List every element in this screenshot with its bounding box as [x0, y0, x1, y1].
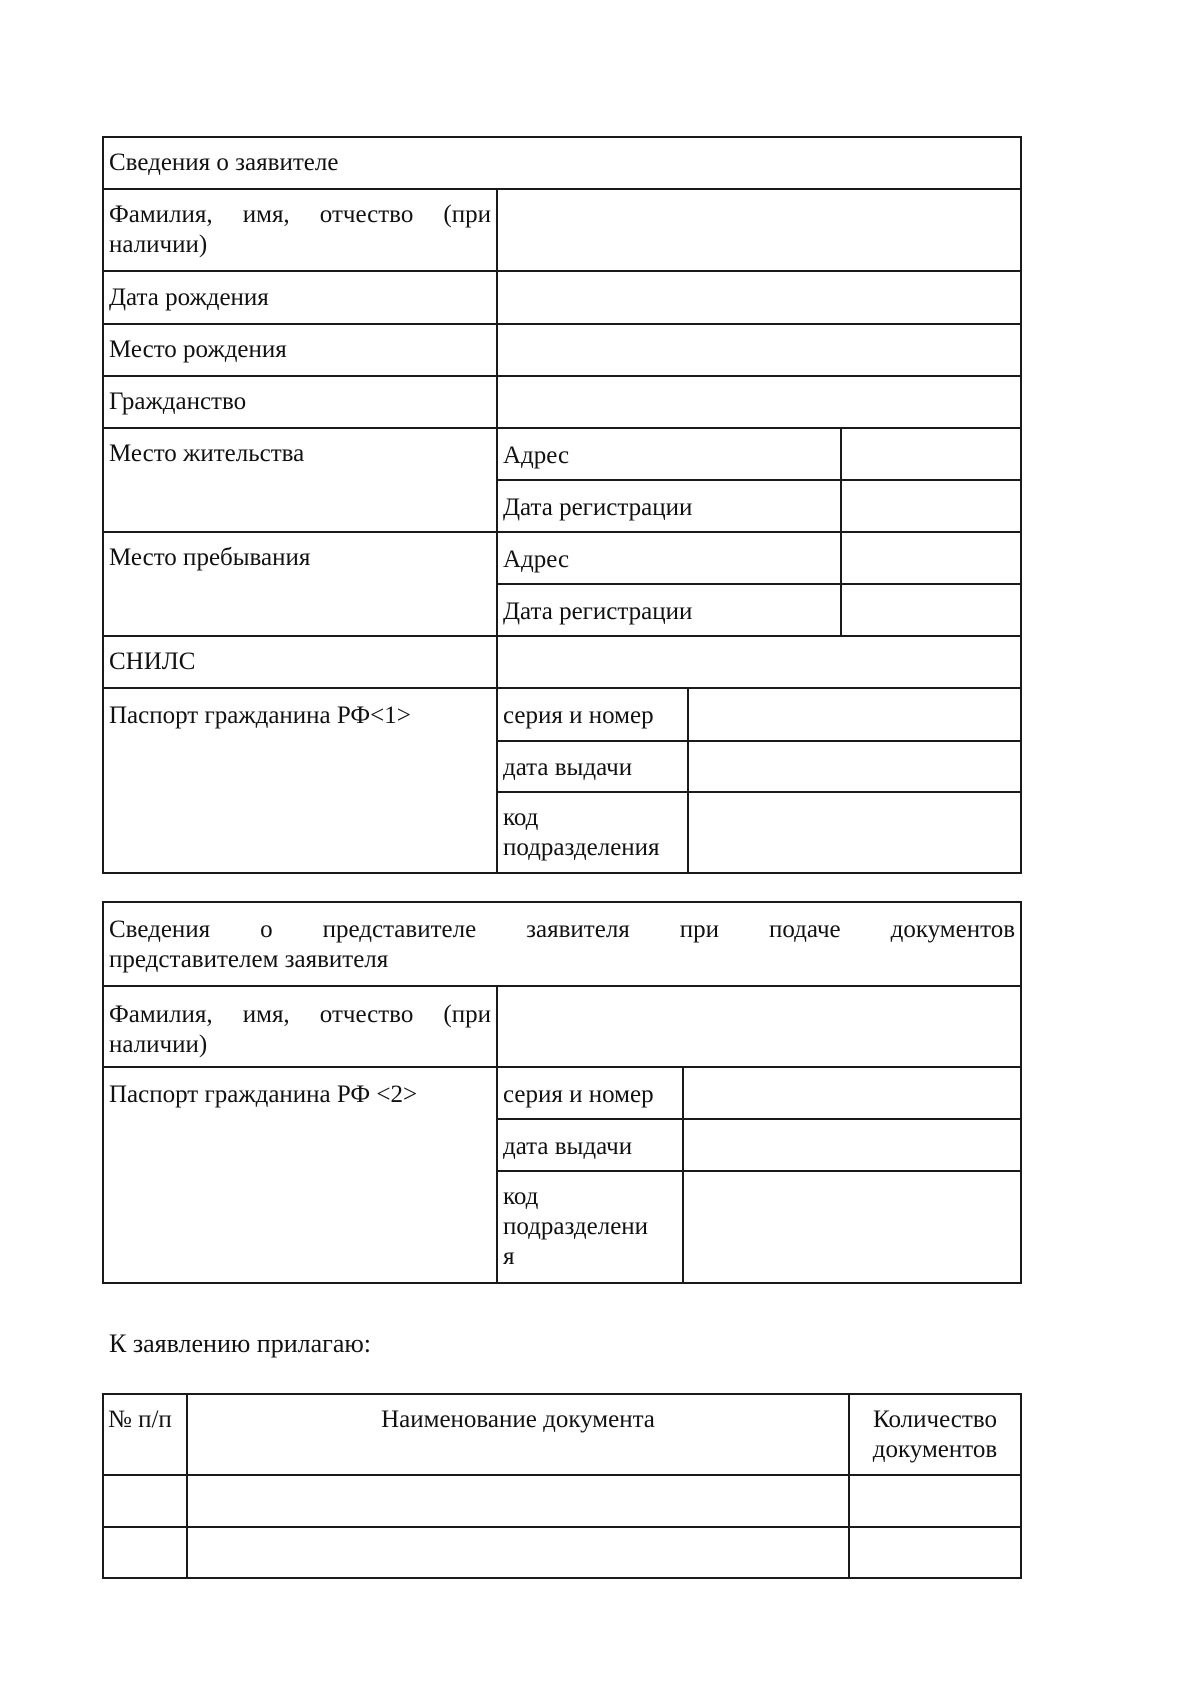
birth-place-label: Место рождения	[109, 336, 287, 363]
rule	[102, 1577, 1022, 1579]
citizenship-input[interactable]	[498, 377, 1020, 427]
residence-reg-date-label: Дата регистрации	[503, 494, 693, 521]
representative-fio-label-cont: наличии)	[109, 1031, 208, 1058]
document-row-2-name[interactable]	[188, 1528, 848, 1577]
rep-passport-label: Паспорт гражданина РФ <2>	[109, 1081, 418, 1108]
rep-passport-series-input[interactable]	[684, 1068, 1020, 1118]
snils-input[interactable]	[498, 637, 1020, 687]
representative-fio-input[interactable]	[498, 987, 1020, 1066]
passport-code-label-cont: подразделения	[503, 834, 660, 861]
attachments-heading: К заявлению прилагаю:	[109, 1329, 372, 1358]
rule	[102, 136, 1022, 138]
applicant-fio-label: Фамилия, имя, отчество (при	[109, 201, 491, 228]
birth-date-label: Дата рождения	[109, 284, 269, 311]
documents-col-number: № п/п	[108, 1406, 172, 1433]
passport-series-label: серия и номер	[503, 702, 654, 729]
rule	[102, 901, 104, 1284]
stay-address-input[interactable]	[842, 533, 1020, 583]
rep-passport-series-label: серия и номер	[503, 1081, 654, 1108]
passport-code-input[interactable]	[689, 793, 1020, 872]
rule	[1020, 901, 1022, 1284]
applicant-fio-label-cont: наличии)	[109, 231, 208, 258]
document-row-1-number[interactable]	[104, 1476, 186, 1526]
passport-code-label: код	[503, 804, 539, 831]
rep-passport-code-label-cont2: я	[503, 1243, 515, 1270]
document-row-1-qty[interactable]	[850, 1476, 1020, 1526]
representative-section-title-cont: представителем заявителя	[109, 946, 389, 973]
document-row-1-name[interactable]	[188, 1476, 848, 1526]
rule	[1020, 136, 1022, 874]
rep-passport-code-label-cont: подразделени	[503, 1213, 649, 1240]
stay-label: Место пребывания	[109, 544, 311, 571]
representative-fio-label: Фамилия, имя, отчество (при	[109, 1001, 491, 1028]
rep-passport-issue-date-input[interactable]	[684, 1120, 1020, 1170]
applicant-fio-input[interactable]	[498, 190, 1020, 270]
residence-address-input[interactable]	[842, 429, 1020, 479]
citizenship-label: Гражданство	[109, 388, 247, 415]
representative-section-title: Сведения о представителе заявителя при подаче документов	[109, 916, 1015, 943]
rule	[102, 901, 1022, 903]
residence-label: Место жительства	[109, 440, 305, 467]
rep-passport-code-label: код	[503, 1183, 539, 1210]
rep-passport-code-input[interactable]	[684, 1172, 1020, 1282]
documents-col-name: Наименование документа	[381, 1406, 655, 1433]
documents-col-qty-cont: документов	[872, 1436, 998, 1463]
birth-date-input[interactable]	[498, 272, 1020, 323]
birth-place-input[interactable]	[498, 325, 1020, 375]
rule	[102, 1282, 1022, 1284]
rule	[102, 872, 1022, 874]
rep-passport-issue-date-label: дата выдачи	[503, 1133, 633, 1160]
applicant-section-title: Сведения о заявителе	[109, 149, 339, 176]
documents-col-qty: Количество	[873, 1406, 997, 1433]
document-row-2-number[interactable]	[104, 1528, 186, 1577]
snils-label: СНИЛС	[109, 648, 196, 675]
document-row-2-qty[interactable]	[850, 1528, 1020, 1577]
residence-address-label: Адрес	[503, 442, 570, 469]
passport-label: Паспорт гражданина РФ<1>	[109, 702, 411, 729]
passport-issue-date-input[interactable]	[689, 742, 1020, 791]
stay-reg-date-input[interactable]	[842, 585, 1020, 635]
passport-issue-date-label: дата выдачи	[503, 754, 633, 781]
rule	[1020, 1393, 1022, 1579]
passport-series-input[interactable]	[689, 689, 1020, 740]
stay-address-label: Адрес	[503, 546, 570, 573]
rule	[102, 1393, 1022, 1395]
rule	[102, 136, 104, 874]
residence-reg-date-input[interactable]	[842, 481, 1020, 531]
stay-reg-date-label: Дата регистрации	[503, 598, 693, 625]
